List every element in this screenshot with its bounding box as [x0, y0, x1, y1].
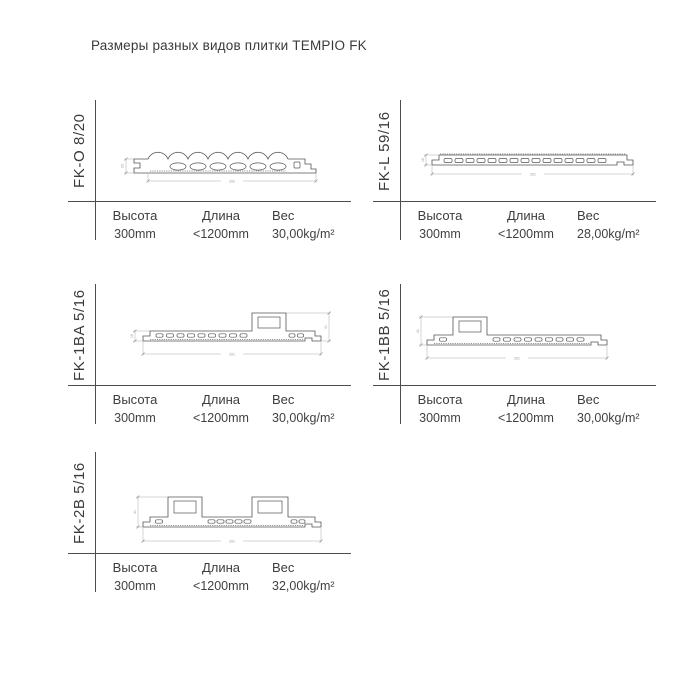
section-fk-2b-5-16	[60, 448, 355, 600]
value-weight: 30,00kg/m²	[577, 411, 640, 425]
value-length: <1200mm	[193, 411, 249, 425]
col-header-length: Длина	[201, 208, 241, 223]
section-label: FK-O 8/20	[71, 113, 88, 189]
col-header-weight: Вес	[577, 208, 600, 223]
value-weight: 32,00kg/m²	[272, 579, 335, 593]
dim-box-height-label: 41	[415, 329, 420, 333]
col-header-height: Высота	[417, 208, 463, 223]
col-header-height: Высота	[112, 208, 158, 223]
dim-width-label: 291	[514, 356, 520, 361]
section-label: FK-2B 5/16	[71, 462, 88, 544]
spec-table	[400, 385, 658, 431]
col-header-height: Высота	[112, 560, 158, 575]
dim-height-label: 16	[130, 334, 134, 338]
value-length: <1200mm	[498, 227, 554, 241]
spec-table	[95, 201, 353, 247]
col-header-weight: Вес	[272, 560, 295, 575]
section-fk-l-59-16	[365, 96, 660, 248]
section-label: FK-L 59/16	[376, 111, 393, 191]
profile-drawing-fk-o-8-20	[118, 146, 330, 186]
col-header-height: Высота	[112, 392, 158, 407]
dim-width-label: 292	[229, 179, 235, 184]
value-height: 300mm	[114, 411, 156, 425]
section-label: FK-1BA 5/16	[71, 289, 88, 381]
value-weight: 30,00kg/m²	[272, 227, 335, 241]
profile-drawing-fk-1bb-5-16	[413, 312, 623, 370]
col-header-length: Длина	[506, 208, 546, 223]
col-header-weight: Вес	[272, 392, 295, 407]
value-length: <1200mm	[498, 411, 554, 425]
col-header-length: Длина	[201, 392, 241, 407]
section-fk-o-8-20	[60, 96, 355, 248]
value-height: 300mm	[419, 227, 461, 241]
dim-width-label: 291	[530, 172, 536, 177]
dim-width-label: 291	[229, 539, 235, 544]
profile-drawing-fk-1ba-5-16	[130, 308, 335, 366]
value-weight: 28,00kg/m²	[577, 227, 640, 241]
spec-table	[95, 553, 353, 599]
dim-width-label: 291	[229, 352, 235, 357]
section-label: FK-1BB 5/16	[376, 288, 393, 382]
section-fk-1bb-5-16	[365, 280, 660, 432]
value-height: 300mm	[114, 227, 156, 241]
col-header-weight: Вес	[577, 392, 600, 407]
profile-drawing-fk-l-59-16	[420, 148, 645, 180]
col-header-weight: Вес	[272, 208, 295, 223]
value-length: <1200mm	[193, 579, 249, 593]
col-header-length: Длина	[201, 560, 241, 575]
value-height: 300mm	[114, 579, 156, 593]
dim-height-label: 16	[420, 158, 425, 162]
dim-box-height-label: 41	[132, 510, 137, 514]
value-weight: 30,00kg/m²	[272, 411, 335, 425]
profile-drawing-fk-2b-5-16	[130, 490, 335, 552]
dim-box-height-label: 41	[324, 325, 328, 329]
value-length: <1200mm	[193, 227, 249, 241]
dim-height-label: 20	[120, 164, 125, 168]
page-title: Размеры разных видов плитки TEMPIO FK	[91, 38, 367, 53]
value-height: 300mm	[419, 411, 461, 425]
spec-table	[400, 201, 658, 247]
section-fk-1ba-5-16	[60, 280, 355, 432]
spec-table	[95, 385, 353, 431]
col-header-length: Длина	[506, 392, 546, 407]
col-header-height: Высота	[417, 392, 463, 407]
